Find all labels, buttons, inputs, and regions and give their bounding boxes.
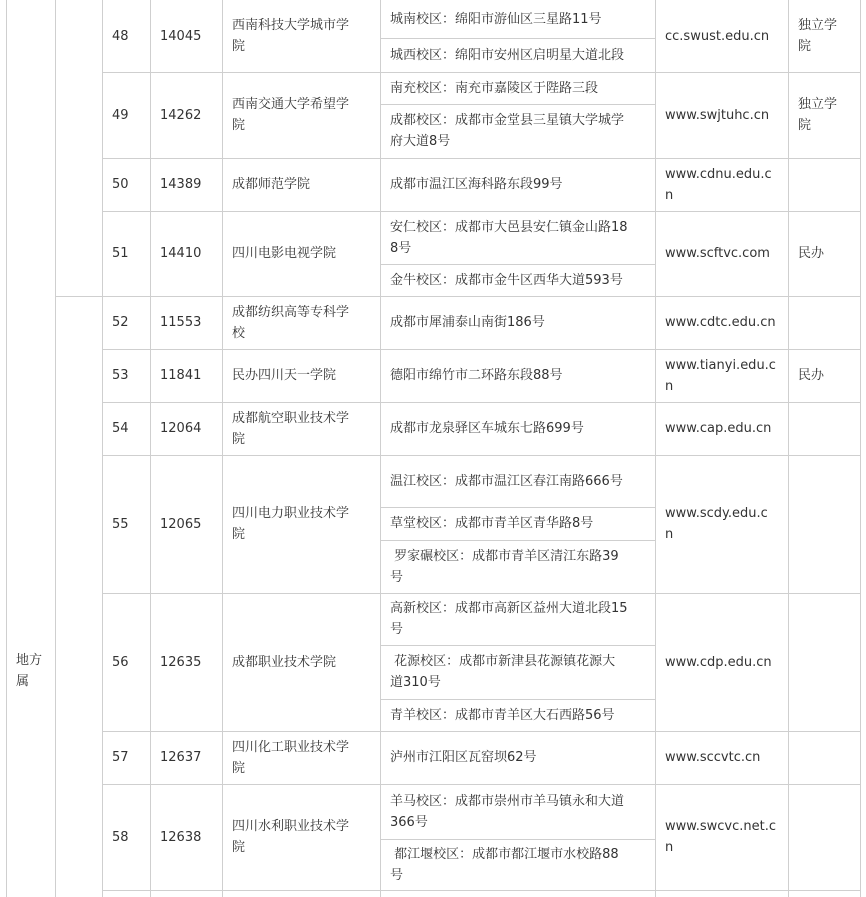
school-code: 12637: [160, 750, 202, 765]
school-website: www.sccvtc.cn: [665, 750, 761, 765]
school-note: 民办: [798, 368, 825, 383]
school-website: www.scdy.edu.c n: [665, 506, 768, 542]
school-name: 民办四川天一学院: [232, 368, 337, 383]
grid-line: [380, 645, 655, 646]
campus-address: 羊马校区：成都市崇州市羊马镇永和大道 366号: [390, 793, 625, 830]
grid-line: [150, 0, 151, 897]
grid-line: [788, 0, 789, 897]
category-label: 地方 属: [16, 653, 43, 689]
grid-line: [102, 784, 860, 785]
school-website: www.tianyi.edu.c n: [665, 357, 776, 394]
school-code: 14045: [160, 28, 202, 44]
grid-line: [102, 349, 860, 350]
school-website: cc.swust.edu.cn: [665, 28, 770, 44]
school-name: 成都职业技术学院: [232, 654, 337, 670]
grid-line: [380, 540, 655, 541]
campus-address: 城西校区：绵阳市安州区启明星大道北段: [390, 47, 625, 63]
school-note: 独立学 院: [798, 18, 838, 54]
school-code: 14410: [160, 246, 202, 261]
campus-address: 德阳市绵竹市二环路东段88号: [390, 368, 563, 383]
school-code: 12638: [160, 829, 202, 845]
school-name: 四川化工职业技术学 院: [232, 739, 350, 776]
campus-address: 金牛校区：成都市金牛区西华大道593号: [390, 272, 623, 288]
campus-address: 泸州市江阳区瓦窑坝62号: [390, 750, 537, 765]
school-website: www.swcvc.net.c n: [665, 819, 776, 855]
school-website: www.cap.edu.cn: [665, 421, 772, 436]
grid-line: [55, 296, 860, 297]
grid-line: [102, 593, 860, 594]
campus-address: 都江堰校区：成都市都江堰市水校路88 号: [390, 846, 619, 883]
school-name: 四川水利职业技术学 院: [232, 819, 350, 855]
grid-line: [380, 0, 381, 897]
grid-line: [102, 402, 860, 403]
school-code: 14262: [160, 107, 202, 123]
row-number: 54: [112, 421, 129, 436]
school-code: 14389: [160, 177, 202, 192]
grid-line: [102, 72, 860, 73]
campus-address: 成都校区：成都市金堂县三星镇大学城学 府大道8号: [390, 113, 625, 149]
grid-line: [102, 731, 860, 732]
school-website: www.scftvc.com: [665, 246, 770, 261]
campus-address: 成都市犀浦泰山南街186号: [390, 315, 545, 330]
school-code: 12065: [160, 516, 202, 532]
school-code: 12635: [160, 654, 202, 670]
row-number: 55: [112, 516, 129, 532]
campus-address: 花源校区：成都市新津县花源镇花源大 道310号: [390, 654, 616, 690]
grid-line: [222, 0, 223, 897]
grid-line: [380, 839, 655, 840]
row-number: 57: [112, 750, 129, 765]
school-code: 11553: [160, 315, 202, 330]
school-note: 独立学 院: [798, 97, 838, 133]
campus-address: 城南校区：绵阳市游仙区三星路11号: [390, 11, 602, 27]
row-number: 49: [112, 107, 129, 123]
campus-address: 安仁校区：成都市大邑县安仁镇金山路18 8号: [390, 219, 628, 256]
grid-line: [102, 455, 860, 456]
row-number: 56: [112, 654, 129, 670]
school-name: 成都航空职业技术学 院: [232, 410, 350, 447]
campus-address: 成都市温江区海科路东段99号: [390, 177, 563, 192]
row-number: 58: [112, 829, 129, 845]
school-website: www.swjtuhc.cn: [665, 107, 770, 123]
school-name: 西南科技大学城市学 院: [232, 18, 350, 54]
grid-line: [655, 0, 656, 897]
campus-address: 成都市龙泉驿区车城东七路699号: [390, 421, 584, 436]
row-number: 51: [112, 246, 129, 261]
grid-line: [102, 158, 860, 159]
grid-line: [380, 699, 655, 700]
grid-line: [102, 0, 103, 897]
school-website: www.cdtc.edu.cn: [665, 315, 776, 330]
grid-line: [102, 211, 860, 212]
school-name: 四川电影电视学院: [232, 246, 337, 261]
row-number: 53: [112, 368, 129, 383]
school-name: 成都师范学院: [232, 177, 311, 192]
school-website: www.cdnu.edu.c n: [665, 166, 772, 203]
school-code: 11841: [160, 368, 202, 383]
campus-address: 青羊校区：成都市青羊区大石西路56号: [390, 707, 615, 723]
campus-address: 南充校区：南充市嘉陵区于陛路三段: [390, 80, 599, 96]
school-name: 西南交通大学希望学 院: [232, 97, 350, 133]
row-number: 48: [112, 28, 129, 44]
row-number: 52: [112, 315, 129, 330]
grid-line: [102, 890, 860, 891]
grid-line: [860, 0, 861, 897]
campus-address: 高新校区：成都市高新区益州大道北段15 号: [390, 601, 628, 637]
school-note: 民办: [798, 246, 825, 261]
school-website: www.cdp.edu.cn: [665, 654, 772, 670]
row-number: 50: [112, 177, 129, 192]
grid-line: [380, 507, 655, 508]
grid-line: [380, 104, 655, 105]
school-name: 四川电力职业技术学 院: [232, 506, 350, 542]
school-code: 12064: [160, 421, 202, 436]
campus-address: 温江校区：成都市温江区春江南路666号: [390, 473, 623, 489]
campus-address: 罗家碾校区：成都市青羊区清江东路39 号: [390, 548, 619, 585]
school-name: 成都纺织高等专科学 校: [232, 304, 350, 341]
grid-line: [380, 38, 655, 39]
grid-line: [380, 264, 655, 265]
grid-line: [6, 0, 7, 897]
campus-address: 草堂校区：成都市青羊区青华路8号: [390, 516, 594, 531]
grid-line: [55, 0, 56, 897]
